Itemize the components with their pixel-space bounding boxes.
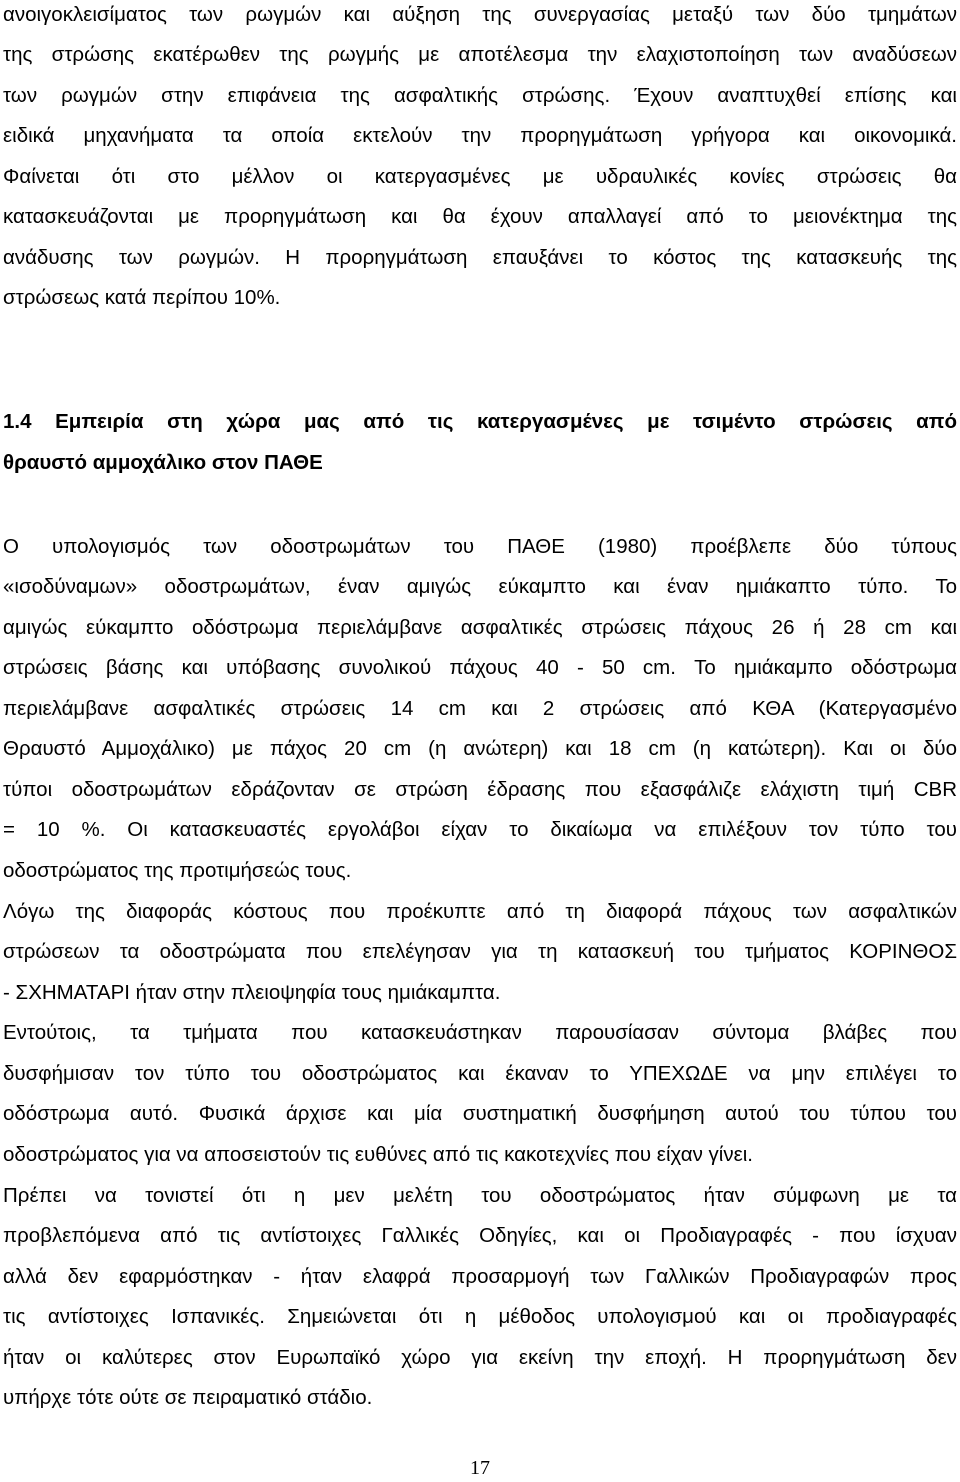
body-line-10: Λόγω της διαφοράς κόστους που προέκυπτε από τη διαφορά πάχους των ασφαλτικών [3,900,957,923]
body-line-19: αλλά δεν εφαρμόστηκαν - ήταν ελαφρά προσαρμογή των Γαλλικών Προδιαγραφών προς [3,1265,957,1288]
section-heading-line-2: θραυστό αμμοχάλικο στον ΠΑΘΕ [3,451,323,474]
body-line-6: Θραυστό Αμμοχάλικο) με πάχος 20 cm (η ανώτερη) και 18 cm (η κατώτερη). Και οι δύο [3,737,957,760]
intro-line-3: των ρωγμών στην επιφάνεια της ασφαλτικής στρώσης. Έχουν αναπτυχθεί επίσης και [3,84,957,107]
intro-line-8: στρώσεως κατά περίπου 10%. [3,286,281,309]
body-line-7: τύποι οδοστρωμάτων εδράζονταν σε στρώση έδρασης που εξασφάλιζε ελάχιστη τιμή CBR [3,778,957,801]
body-line-3: αμιγώς εύκαμπτο οδόστρωμα περιελάμβανε ασφαλτικές στρώσεις πάχους 26 ή 28 cm και [3,616,957,639]
body-line-16: οδοστρώματος για να αποσειστούν τις ευθύνες από τις κακοτεχνίες που είχαν γίνει. [3,1143,753,1166]
body-line-8: = 10 %. Οι κατασκευαστές εργολάβοι είχαν το δικαίωμα να επιλέξουν τον τύπο του [3,818,957,841]
body-line-4: στρώσεις βάσης και υπόβασης συνολικού πάχους 40 - 50 cm. Το ημιάκαμπο οδόστρωμα [3,656,957,679]
body-line-9: οδοστρώματος της προτιμήσεώς τους. [3,859,352,882]
body-line-18: προβλεπόμενα από τις αντίστοιχες Γαλλικές Οδηγίες, και οι Προδιαγραφές - που ίσχυαν [3,1224,957,1247]
intro-line-5: Φαίνεται ότι στο μέλλον οι κατεργασμένες με υδραυλικές κονίες στρώσεις θα [3,165,957,188]
intro-line-7: ανάδυσης των ρωγμών. Η προρηγμάτωση επαυξάνει το κόστος της κατασκευής της [3,246,957,269]
body-line-1: Ο υπολογισμός των οδοστρωμάτων του ΠΑΘΕ (1980) προέβλεπε δύο τύπους [3,535,957,558]
body-line-5: περιελάμβανε ασφαλτικές στρώσεις 14 cm και 2 στρώσεις από ΚΘΑ (Κατεργασμένο [3,697,957,720]
intro-line-2: της στρώσης εκατέρωθεν της ρωγμής με αποτέλεσμα την ελαχιστοποίηση των αναδύσεων [3,43,957,66]
body-line-21: ήταν οι καλύτερες στον Ευρωπαϊκό χώρο για εκείνη την εποχή. Η προρηγμάτωση δεν [3,1346,957,1369]
body-line-11: στρώσεων τα οδοστρώματα που επελέγησαν για τη κατασκευή του τμήματος ΚΟΡΙΝΘΟΣ [3,940,957,963]
body-line-2: «ισοδύναμων» οδοστρωμάτων, έναν αμιγώς εύκαμπτο και έναν ημιάκαπτο τύπο. Το [3,575,957,598]
intro-line-4: ειδικά μηχανήματα τα οποία εκτελούν την προρηγμάτωση γρήγορα και οικονομικά. [3,124,957,147]
intro-line-1: ανοιγοκλεισίματος των ρωγμών και αύξηση της συνεργασίας μεταξύ των δύο τμημάτων [3,3,957,26]
body-line-15: οδόστρωμα αυτό. Φυσικά άρχισε και μία συστηματική δυσφήμηση αυτού του τύπου του [3,1102,957,1125]
body-line-20: τις αντίστοιχες Ισπανικές. Σημειώνεται ότι η μέθοδος υπολογισμού και οι προδιαγραφές [3,1305,957,1328]
section-heading-line-1: 1.4 Εμπειρία στη χώρα μας από τις κατεργασμένες με τσιμέντο στρώσεις από [3,410,957,433]
page-number: 17 [470,1457,490,1479]
body-line-14: δυσφήμισαν τον τύπο του οδοστρώματος και έκαναν το ΥΠΕΧΩΔΕ να μην επιλέγει το [3,1062,957,1085]
intro-line-6: κατασκευάζονται με προρηγμάτωση και θα έχουν απαλλαγεί από το μειονέκτημα της [3,205,957,228]
body-line-12: - ΣΧΗΜΑΤΑΡΙ ήταν στην πλειοψηφία τους ημιάκαμπτα. [3,981,501,1004]
body-line-17: Πρέπει να τονιστεί ότι η μεν μελέτη του οδοστρώματος ήταν σύμφωνη με τα [3,1184,957,1207]
body-line-22: υπήρχε τότε ούτε σε πειραματικό στάδιο. [3,1386,373,1409]
body-line-13: Εντούτοις, τα τμήματα που κατασκευάστηκαν παρουσίασαν σύντομα βλάβες που [3,1021,957,1044]
